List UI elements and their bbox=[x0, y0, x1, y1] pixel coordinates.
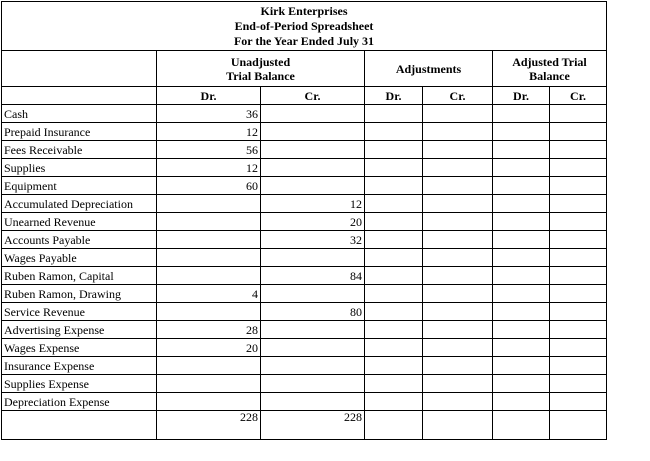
account-name: Wages Payable bbox=[2, 249, 157, 267]
adjusted-dr-cell bbox=[493, 177, 550, 195]
adjustments-cr-cell bbox=[423, 339, 493, 357]
adjusted-dr-cell bbox=[493, 285, 550, 303]
account-name: Accounts Payable bbox=[2, 231, 157, 249]
adjustments-cr-cell bbox=[423, 393, 493, 411]
account-row bbox=[2, 231, 607, 249]
adjustments-dr-cell bbox=[365, 393, 423, 411]
adjustments-dr-cell bbox=[365, 339, 423, 357]
adjustments-dr-cell bbox=[365, 249, 423, 267]
account-name: Ruben Ramon, Drawing bbox=[2, 285, 157, 303]
adjusted-dr-cell bbox=[493, 141, 550, 159]
account-name: Prepaid Insurance bbox=[2, 123, 157, 141]
adjustments-dr-total bbox=[365, 411, 423, 440]
adjustments-dr-cell bbox=[365, 141, 423, 159]
account-name: Supplies Expense bbox=[2, 375, 157, 393]
adjusted-trial-balance-header bbox=[493, 51, 607, 87]
period-label: For the Year Ended July 31 bbox=[233, 33, 375, 48]
group-header-row bbox=[2, 51, 607, 87]
unadjusted-cr-cell: 84 bbox=[261, 267, 365, 285]
adjusted-cr-total bbox=[550, 411, 607, 440]
adjusted-dr-cell bbox=[493, 357, 550, 375]
account-name: Accumulated Depreciation bbox=[2, 195, 157, 213]
unadjusted-cr-cell bbox=[261, 339, 365, 357]
unadjusted-cr-cell: 80 bbox=[261, 303, 365, 321]
account-row bbox=[2, 267, 607, 285]
adjustments-cr-cell bbox=[423, 141, 493, 159]
unadjusted-dr-header: Dr. bbox=[157, 87, 261, 105]
adjusted-cr-cell bbox=[550, 285, 607, 303]
unadjusted-cr-total: 228 bbox=[261, 411, 365, 440]
adjusted-cr-cell bbox=[550, 375, 607, 393]
account-row bbox=[2, 159, 607, 177]
totals-label-cell bbox=[2, 411, 157, 440]
unadjusted-dr-cell: 12 bbox=[157, 159, 261, 177]
adjusted-cr-cell bbox=[550, 177, 607, 195]
unadjusted-dr-cell: 56 bbox=[157, 141, 261, 159]
account-row bbox=[2, 339, 607, 357]
adjustments-cr-cell bbox=[423, 303, 493, 321]
adjusted-dr-cell bbox=[493, 249, 550, 267]
unadjusted-dr-cell bbox=[157, 195, 261, 213]
account-row bbox=[2, 357, 607, 375]
account-subheader bbox=[2, 87, 157, 105]
adjustments-dr-header: Dr. bbox=[365, 87, 423, 105]
account-column-header bbox=[2, 51, 157, 87]
adjusted-cr-cell bbox=[550, 249, 607, 267]
adjusted-dr-cell bbox=[493, 105, 550, 123]
adjusted-cr-cell bbox=[550, 231, 607, 249]
adjusted-cr-cell bbox=[550, 303, 607, 321]
adjusted-dr-cell bbox=[493, 339, 550, 357]
adjusted-cr-cell bbox=[550, 267, 607, 285]
adjusted-cr-cell bbox=[550, 195, 607, 213]
adjustments-cr-cell bbox=[423, 213, 493, 231]
unadjusted-cr-cell bbox=[261, 321, 365, 339]
unadjusted-dr-cell: 4 bbox=[157, 285, 261, 303]
adjustments-dr-cell bbox=[365, 105, 423, 123]
statement-name: End-of-Period Spreadsheet bbox=[234, 18, 374, 33]
account-name: Equipment bbox=[2, 177, 157, 195]
adjustments-dr-cell bbox=[365, 285, 423, 303]
adjustments-cr-cell bbox=[423, 321, 493, 339]
adjusted-cr-cell bbox=[550, 141, 607, 159]
adjustments-cr-cell bbox=[423, 285, 493, 303]
adjustments-dr-cell bbox=[365, 159, 423, 177]
adjusted-cr-cell bbox=[550, 339, 607, 357]
account-name: Insurance Expense bbox=[2, 357, 157, 375]
adjusted-dr-total bbox=[493, 411, 550, 440]
account-name: Supplies bbox=[2, 159, 157, 177]
adjusted-cr-cell bbox=[550, 123, 607, 141]
unadjusted-cr-cell bbox=[261, 375, 365, 393]
account-row bbox=[2, 213, 607, 231]
unadjusted-dr-cell: 12 bbox=[157, 123, 261, 141]
account-row bbox=[2, 177, 607, 195]
adjusted-dr-header: Dr. bbox=[493, 87, 550, 105]
unadjusted-cr-cell bbox=[261, 357, 365, 375]
adjusted-dr-cell bbox=[493, 393, 550, 411]
account-row bbox=[2, 321, 607, 339]
unadjusted-dr-cell: 20 bbox=[157, 339, 261, 357]
adjustments-dr-cell bbox=[365, 123, 423, 141]
account-row bbox=[2, 195, 607, 213]
adjusted-dr-cell bbox=[493, 195, 550, 213]
adjusted-cr-cell bbox=[550, 321, 607, 339]
unadjusted-cr-header: Cr. bbox=[261, 87, 365, 105]
adjusted-dr-cell bbox=[493, 159, 550, 177]
adjustments-cr-total bbox=[423, 411, 493, 440]
unadjusted-trial-balance-header bbox=[157, 51, 365, 87]
unadjusted-cr-cell bbox=[261, 123, 365, 141]
unadjusted-dr-cell bbox=[157, 303, 261, 321]
totals-row bbox=[2, 411, 607, 440]
account-row bbox=[2, 375, 607, 393]
adjustments-dr-cell bbox=[365, 231, 423, 249]
unadjusted-cr-cell bbox=[261, 177, 365, 195]
adjustments-dr-cell bbox=[365, 267, 423, 285]
unadjusted-cr-cell: 12 bbox=[261, 195, 365, 213]
adjustments-cr-cell bbox=[423, 249, 493, 267]
end-of-period-spreadsheet bbox=[1, 1, 607, 440]
account-name: Wages Expense bbox=[2, 339, 157, 357]
adjustments-dr-cell bbox=[365, 195, 423, 213]
account-row bbox=[2, 303, 607, 321]
adjustments-cr-cell bbox=[423, 177, 493, 195]
adjusted-dr-cell bbox=[493, 375, 550, 393]
adjustments-cr-cell bbox=[423, 267, 493, 285]
unadjusted-dr-cell: 60 bbox=[157, 177, 261, 195]
adjusted-cr-cell bbox=[550, 159, 607, 177]
spreadsheet-title bbox=[2, 2, 607, 51]
unadjusted-dr-cell bbox=[157, 231, 261, 249]
unadjusted-cr-cell bbox=[261, 105, 365, 123]
adjustments-cr-cell bbox=[423, 159, 493, 177]
adjustments-header bbox=[365, 51, 493, 87]
adjusted-dr-cell bbox=[493, 267, 550, 285]
adjusted-cr-header: Cr. bbox=[550, 87, 607, 105]
account-row bbox=[2, 393, 607, 411]
adjusted-trial-label: Adjusted Trial bbox=[512, 54, 587, 69]
adjustments-dr-cell bbox=[365, 357, 423, 375]
account-name: Service Revenue bbox=[2, 303, 157, 321]
adjustments-cr-cell bbox=[423, 375, 493, 393]
adjusted-cr-cell bbox=[550, 357, 607, 375]
unadjusted-dr-cell bbox=[157, 267, 261, 285]
adjustments-cr-cell bbox=[423, 231, 493, 249]
account-row bbox=[2, 141, 607, 159]
unadjusted-cr-cell bbox=[261, 285, 365, 303]
account-name: Fees Receivable bbox=[2, 141, 157, 159]
adjusted-dr-cell bbox=[493, 213, 550, 231]
unadjusted-dr-cell bbox=[157, 213, 261, 231]
subheader-row bbox=[2, 87, 607, 105]
account-row bbox=[2, 123, 607, 141]
unadjusted-cr-cell: 32 bbox=[261, 231, 365, 249]
account-name: Ruben Ramon, Capital bbox=[2, 267, 157, 285]
account-name: Depreciation Expense bbox=[2, 393, 157, 411]
unadjusted-dr-cell bbox=[157, 249, 261, 267]
adjustments-label: Adjustments bbox=[395, 61, 462, 76]
unadjusted-label: Unadjusted bbox=[230, 54, 291, 69]
unadjusted-dr-cell: 28 bbox=[157, 321, 261, 339]
adjusted-dr-cell bbox=[493, 123, 550, 141]
unadjusted-dr-cell: 36 bbox=[157, 105, 261, 123]
unadjusted-cr-cell bbox=[261, 141, 365, 159]
account-row bbox=[2, 285, 607, 303]
unadjusted-dr-total: 228 bbox=[157, 411, 261, 440]
unadjusted-dr-cell bbox=[157, 393, 261, 411]
adjustments-dr-cell bbox=[365, 213, 423, 231]
adjustments-dr-cell bbox=[365, 177, 423, 195]
account-row bbox=[2, 105, 607, 123]
trial-balance-label: Trial Balance bbox=[226, 68, 295, 83]
adjustments-cr-header: Cr. bbox=[423, 87, 493, 105]
adjustments-cr-cell bbox=[423, 195, 493, 213]
unadjusted-cr-cell bbox=[261, 393, 365, 411]
unadjusted-dr-cell bbox=[157, 375, 261, 393]
title-row bbox=[2, 2, 607, 51]
unadjusted-cr-cell: 20 bbox=[261, 213, 365, 231]
unadjusted-cr-cell bbox=[261, 249, 365, 267]
unadjusted-cr-cell bbox=[261, 159, 365, 177]
adjusted-dr-cell bbox=[493, 321, 550, 339]
account-row bbox=[2, 249, 607, 267]
unadjusted-dr-cell bbox=[157, 357, 261, 375]
adjustments-cr-cell bbox=[423, 105, 493, 123]
company-name: Kirk Enterprises bbox=[260, 3, 348, 18]
adjustments-cr-cell bbox=[423, 357, 493, 375]
adjusted-dr-cell bbox=[493, 231, 550, 249]
account-name: Cash bbox=[2, 105, 157, 123]
adjustments-dr-cell bbox=[365, 375, 423, 393]
adjusted-cr-cell bbox=[550, 393, 607, 411]
adjustments-dr-cell bbox=[365, 303, 423, 321]
adjusted-cr-cell bbox=[550, 213, 607, 231]
account-name: Unearned Revenue bbox=[2, 213, 157, 231]
adjustments-dr-cell bbox=[365, 321, 423, 339]
balance-label: Balance bbox=[529, 68, 570, 83]
adjusted-cr-cell bbox=[550, 105, 607, 123]
adjusted-dr-cell bbox=[493, 303, 550, 321]
account-name: Advertising Expense bbox=[2, 321, 157, 339]
adjustments-cr-cell bbox=[423, 123, 493, 141]
